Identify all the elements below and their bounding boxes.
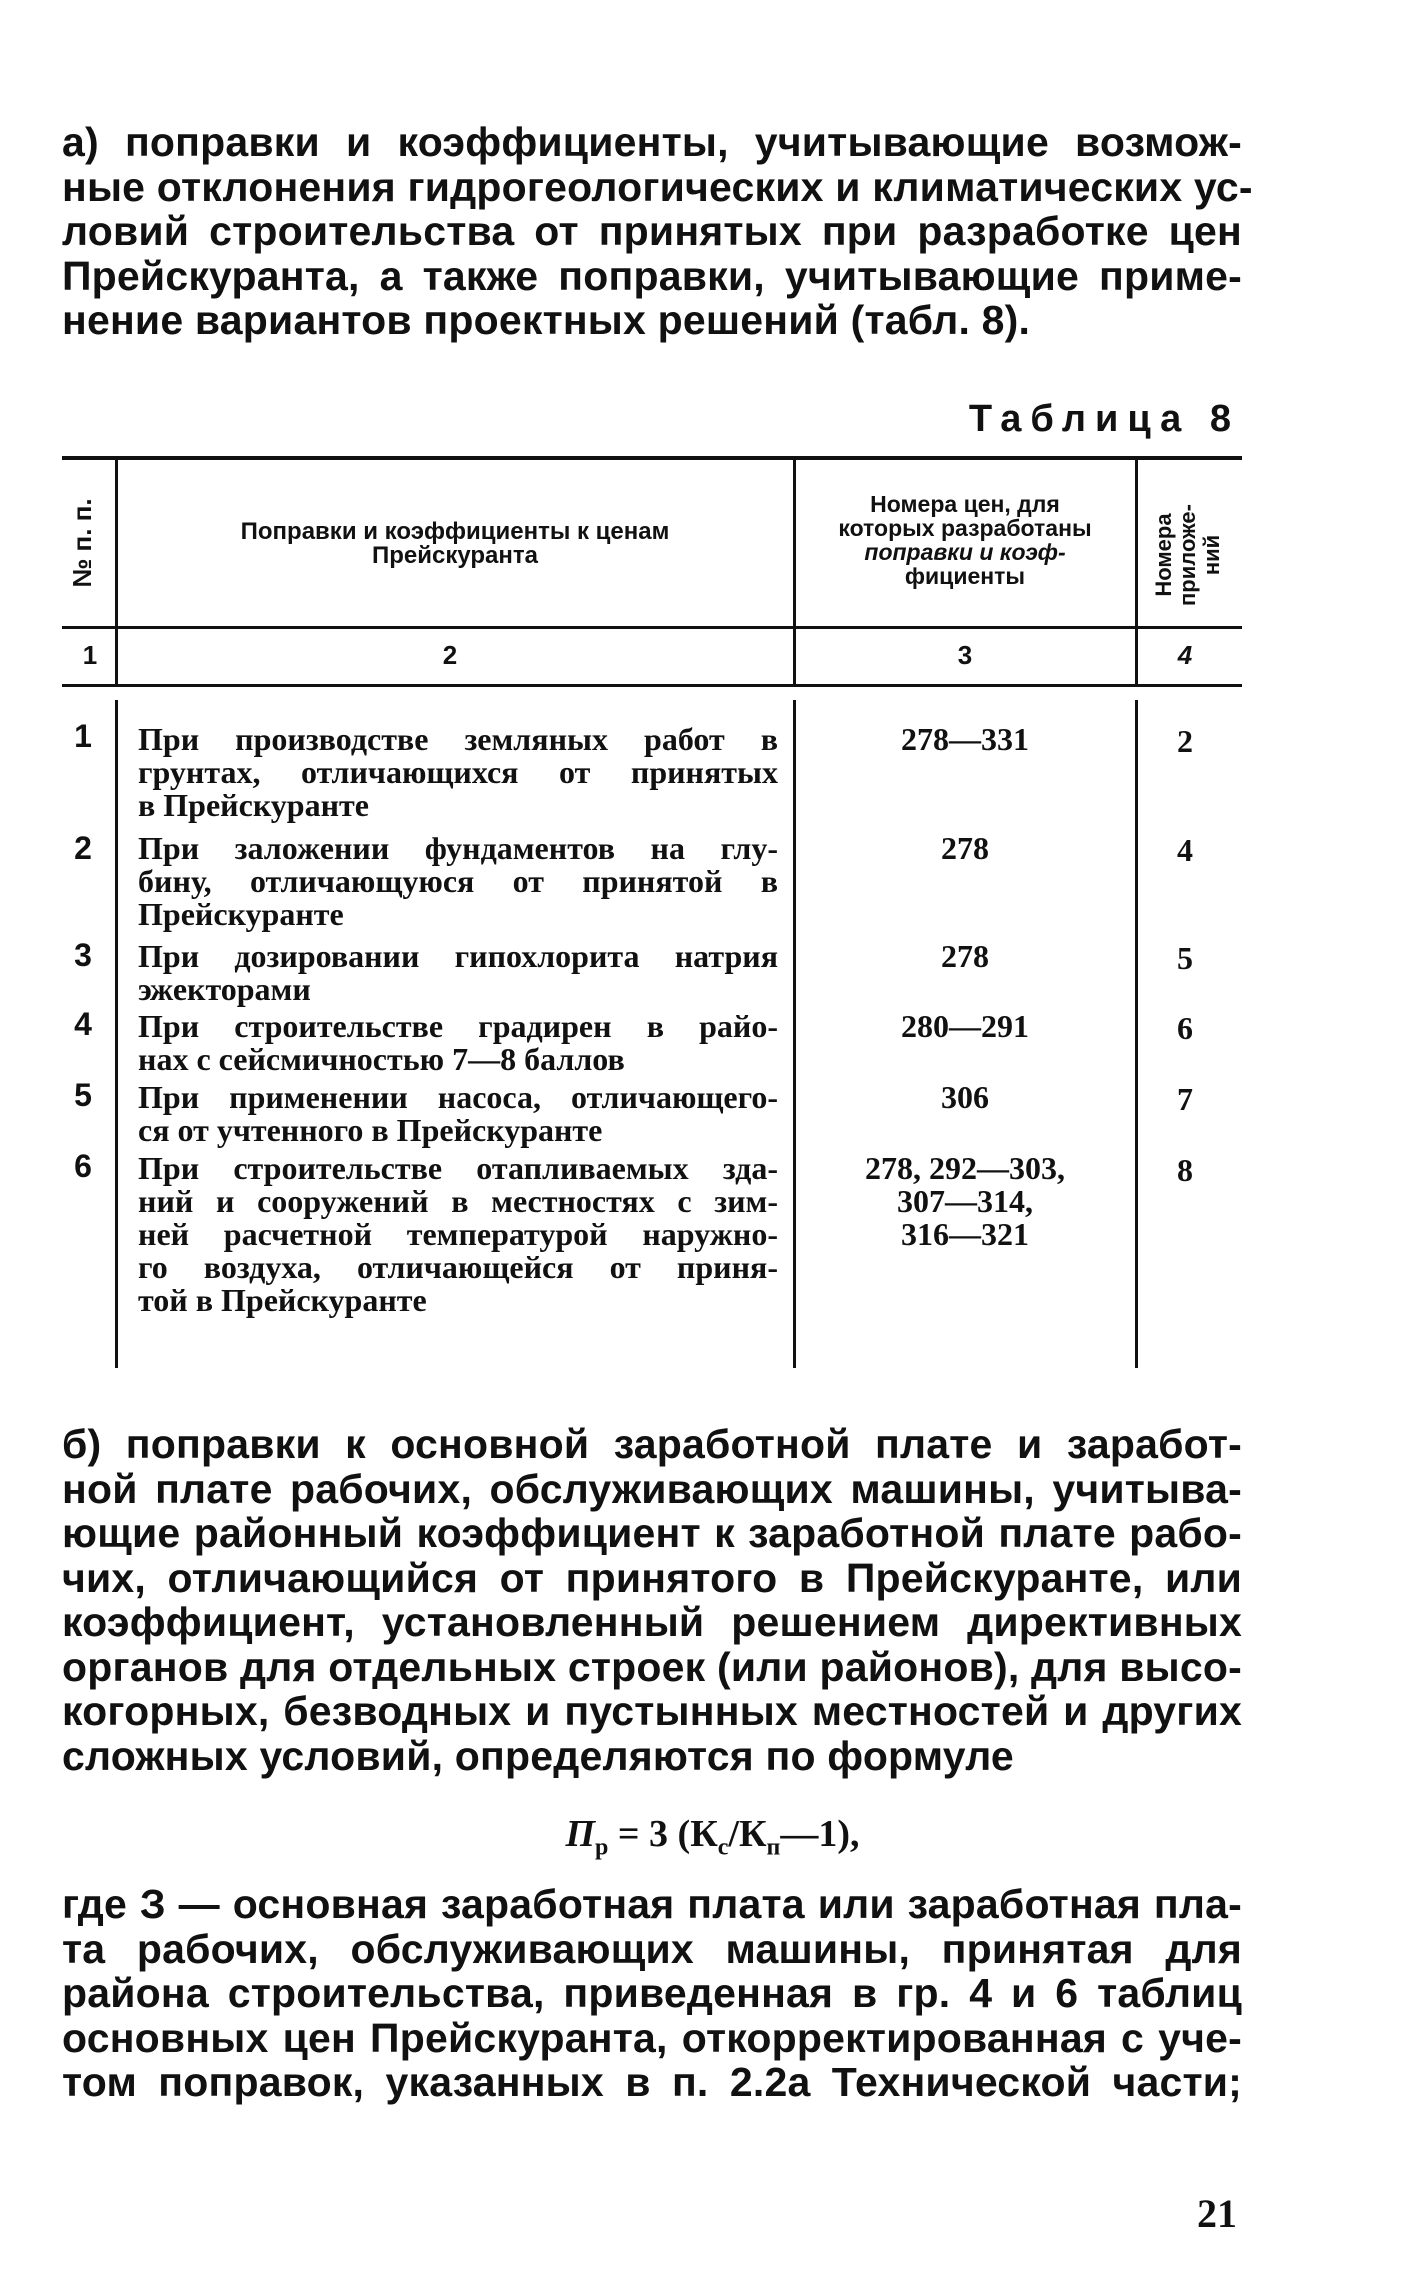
paragraph-a bbox=[62, 119, 1253, 343]
row-number: 1 bbox=[74, 718, 92, 754]
row-appendix-number: 6 bbox=[1177, 1010, 1193, 1046]
header-bottom-rule bbox=[62, 626, 1242, 629]
row-price-line: 307—314, bbox=[897, 1183, 1033, 1219]
row-description-line: Прейскуранте bbox=[138, 896, 344, 932]
row-number: 2 bbox=[74, 830, 92, 866]
column-number: 3 bbox=[957, 640, 973, 670]
row-price-line: 278 bbox=[941, 830, 989, 866]
paragraph-b bbox=[62, 1422, 1242, 1778]
colnum-divider bbox=[793, 629, 796, 684]
paragraph-c-line: та рабочих, обслуживающих машины, принятая для bbox=[62, 1925, 1242, 1972]
row-price-numbers bbox=[800, 832, 1130, 865]
body-divider bbox=[1135, 700, 1138, 1368]
paragraph-a-line: а) поправки и коэффициенты, учитывающие возмож- bbox=[62, 119, 1242, 165]
paragraph-c-line: основных цен Прейскуранта, откорректированная с уче- bbox=[62, 2014, 1242, 2061]
row-description-line: нах с сейсмичностью 7—8 баллов bbox=[138, 1041, 625, 1077]
row-description-line: в Прейскуранте bbox=[138, 787, 369, 823]
header-col-3-line: фициенты bbox=[904, 563, 1026, 589]
row-number: 3 bbox=[74, 937, 92, 973]
header-col-3 bbox=[800, 492, 1130, 588]
formula bbox=[0, 1812, 1425, 1862]
row-price-line: 316—321 bbox=[901, 1216, 1029, 1252]
paragraph-c bbox=[62, 1882, 1242, 2105]
row-description bbox=[138, 1081, 778, 1147]
paragraph-c-line: района строительства, приведенная в гр. 4 и 6 таблиц bbox=[62, 1970, 1242, 2016]
row-description-line: При строительстве отапливаемых зда- bbox=[138, 1150, 778, 1186]
header-col-3-line: поправки и коэф- bbox=[864, 539, 1066, 565]
page-number: 21 bbox=[1197, 2191, 1237, 2236]
row-description-line: ней расчетной температурой наружно- bbox=[138, 1216, 778, 1252]
row-price-line: 306 bbox=[941, 1079, 989, 1115]
header-col-3-line: которых разработаны bbox=[838, 515, 1092, 541]
row-price-numbers bbox=[800, 1081, 1130, 1114]
header-col-2-line: Поправки и коэффициенты к ценам bbox=[240, 518, 670, 545]
table-caption: Таблица 8 bbox=[968, 398, 1240, 440]
paragraph-a-line: Прейскуранта, а также поправки, учитывающие приме- bbox=[62, 252, 1242, 299]
row-description-line: При строительстве градирен в райо- bbox=[138, 1008, 778, 1044]
row-price-numbers bbox=[800, 723, 1130, 756]
formula-eq: = 3 (К bbox=[608, 1813, 718, 1855]
paragraph-b-line: ной плате рабочих, обслуживающих машины, учитыва- bbox=[62, 1465, 1242, 1512]
column-number: 1 bbox=[82, 640, 98, 670]
row-description bbox=[138, 1010, 778, 1076]
paragraph-b-line: органов для отдельных строек (или районов), для высо- bbox=[62, 1643, 1242, 1690]
formula-mid: /К bbox=[728, 1813, 767, 1855]
paragraph-b-line: ющие районный коэффициент к заработной плате рабо- bbox=[62, 1510, 1242, 1556]
row-description-line: При дозировании гипохлорита натрия bbox=[138, 938, 778, 974]
formula-k2-subscript: п bbox=[766, 1834, 781, 1861]
paragraph-b-line: чих, отличающийся от принятого в Прейскуранте, или bbox=[62, 1554, 1242, 1601]
formula-rest: —1), bbox=[780, 1813, 860, 1855]
header-col-3-line: Номера цен, для bbox=[870, 491, 1060, 517]
paragraph-c-line: где З — основная заработная плата или заработная пла- bbox=[62, 1881, 1242, 1927]
row-description-line: той в Прейскуранте bbox=[138, 1282, 427, 1318]
paragraph-b-line: б) поправки к основной заработной плате и заработ- bbox=[62, 1421, 1242, 1467]
row-price-numbers bbox=[800, 940, 1130, 973]
header-col-2 bbox=[125, 520, 785, 568]
row-description bbox=[138, 1152, 778, 1317]
row-appendix-number: 4 bbox=[1177, 832, 1193, 868]
column-number: 4 bbox=[1177, 640, 1193, 670]
header-col-2-line: Прейскуранта bbox=[371, 542, 538, 569]
row-description-line: При заложении фундаментов на глу- bbox=[138, 830, 778, 866]
row-price-line: 280—291 bbox=[901, 1008, 1029, 1044]
row-price-numbers bbox=[800, 1152, 1130, 1251]
header-divider bbox=[1135, 460, 1138, 626]
row-price-line: 278, 292—303, bbox=[865, 1150, 1065, 1186]
row-price-line: 278—331 bbox=[901, 721, 1029, 757]
body-divider bbox=[115, 700, 118, 1368]
row-description-line: бину, отличающуюся от принятой в bbox=[138, 863, 778, 899]
paragraph-b-line: коэффициент, установленный решением директивных bbox=[62, 1599, 1242, 1645]
header-divider bbox=[793, 460, 796, 626]
row-appendix-number: 2 bbox=[1177, 723, 1193, 759]
row-description-line: эжекторами bbox=[138, 971, 311, 1007]
row-description-line: ся от учтенного в Прейскуранте bbox=[138, 1112, 603, 1148]
column-number: 2 bbox=[442, 640, 458, 670]
row-description-line: ний и сооружений в местностях с зим- bbox=[138, 1183, 778, 1219]
paragraph-a-line: ловий строительства от принятых при разработке цен bbox=[62, 208, 1242, 254]
header-col-4 bbox=[1152, 485, 1228, 625]
paragraph-a-line: ные отклонения гидрогеологических и климатических ус- bbox=[62, 163, 1253, 210]
row-description-line: го воздуха, отличающейся от приня- bbox=[138, 1249, 778, 1285]
table-top-rule bbox=[62, 456, 1242, 460]
row-description-line: грунтах, отличающихся от принятых bbox=[138, 754, 778, 790]
row-appendix-number: 7 bbox=[1177, 1081, 1193, 1117]
formula-k1-subscript: с bbox=[717, 1834, 729, 1861]
colnum-divider bbox=[1135, 629, 1138, 684]
colnum-bottom-rule bbox=[62, 684, 1242, 687]
paragraph-b-line: когорных, безводных и пустынных местностей и других bbox=[62, 1688, 1242, 1734]
row-number: 6 bbox=[74, 1148, 92, 1184]
header-col-1: № п. п. bbox=[67, 498, 97, 588]
header-col-4-line: приложе- bbox=[1175, 504, 1200, 606]
row-appendix-number: 5 bbox=[1177, 940, 1193, 976]
colnum-divider bbox=[115, 629, 118, 684]
header-divider bbox=[115, 460, 118, 626]
paragraph-b-line: сложных условий, определяются по формуле bbox=[62, 1732, 1014, 1779]
paragraph-a-line: нение вариантов проектных решений (табл. 8). bbox=[62, 297, 1031, 343]
formula-lhs-subscript: р bbox=[595, 1834, 609, 1861]
paragraph-c-line: том поправок, указанных в п. 2.2а Технической части; bbox=[62, 2059, 1242, 2105]
row-description bbox=[138, 723, 778, 822]
row-description bbox=[138, 940, 778, 1006]
row-description-line: При применении насоса, отличающего- bbox=[138, 1079, 778, 1115]
row-description bbox=[138, 832, 778, 931]
row-price-line: 278 bbox=[941, 938, 989, 974]
row-number: 5 bbox=[74, 1077, 92, 1113]
row-appendix-number: 8 bbox=[1177, 1152, 1193, 1188]
header-col-4-line: Номера bbox=[1151, 513, 1176, 597]
row-description-line: При производстве земляных работ в bbox=[138, 721, 778, 757]
header-col-4-line: ний bbox=[1199, 534, 1224, 576]
body-divider bbox=[793, 700, 796, 1368]
formula-lhs: П bbox=[565, 1813, 596, 1855]
row-number: 4 bbox=[74, 1006, 92, 1042]
row-price-numbers bbox=[800, 1010, 1130, 1043]
